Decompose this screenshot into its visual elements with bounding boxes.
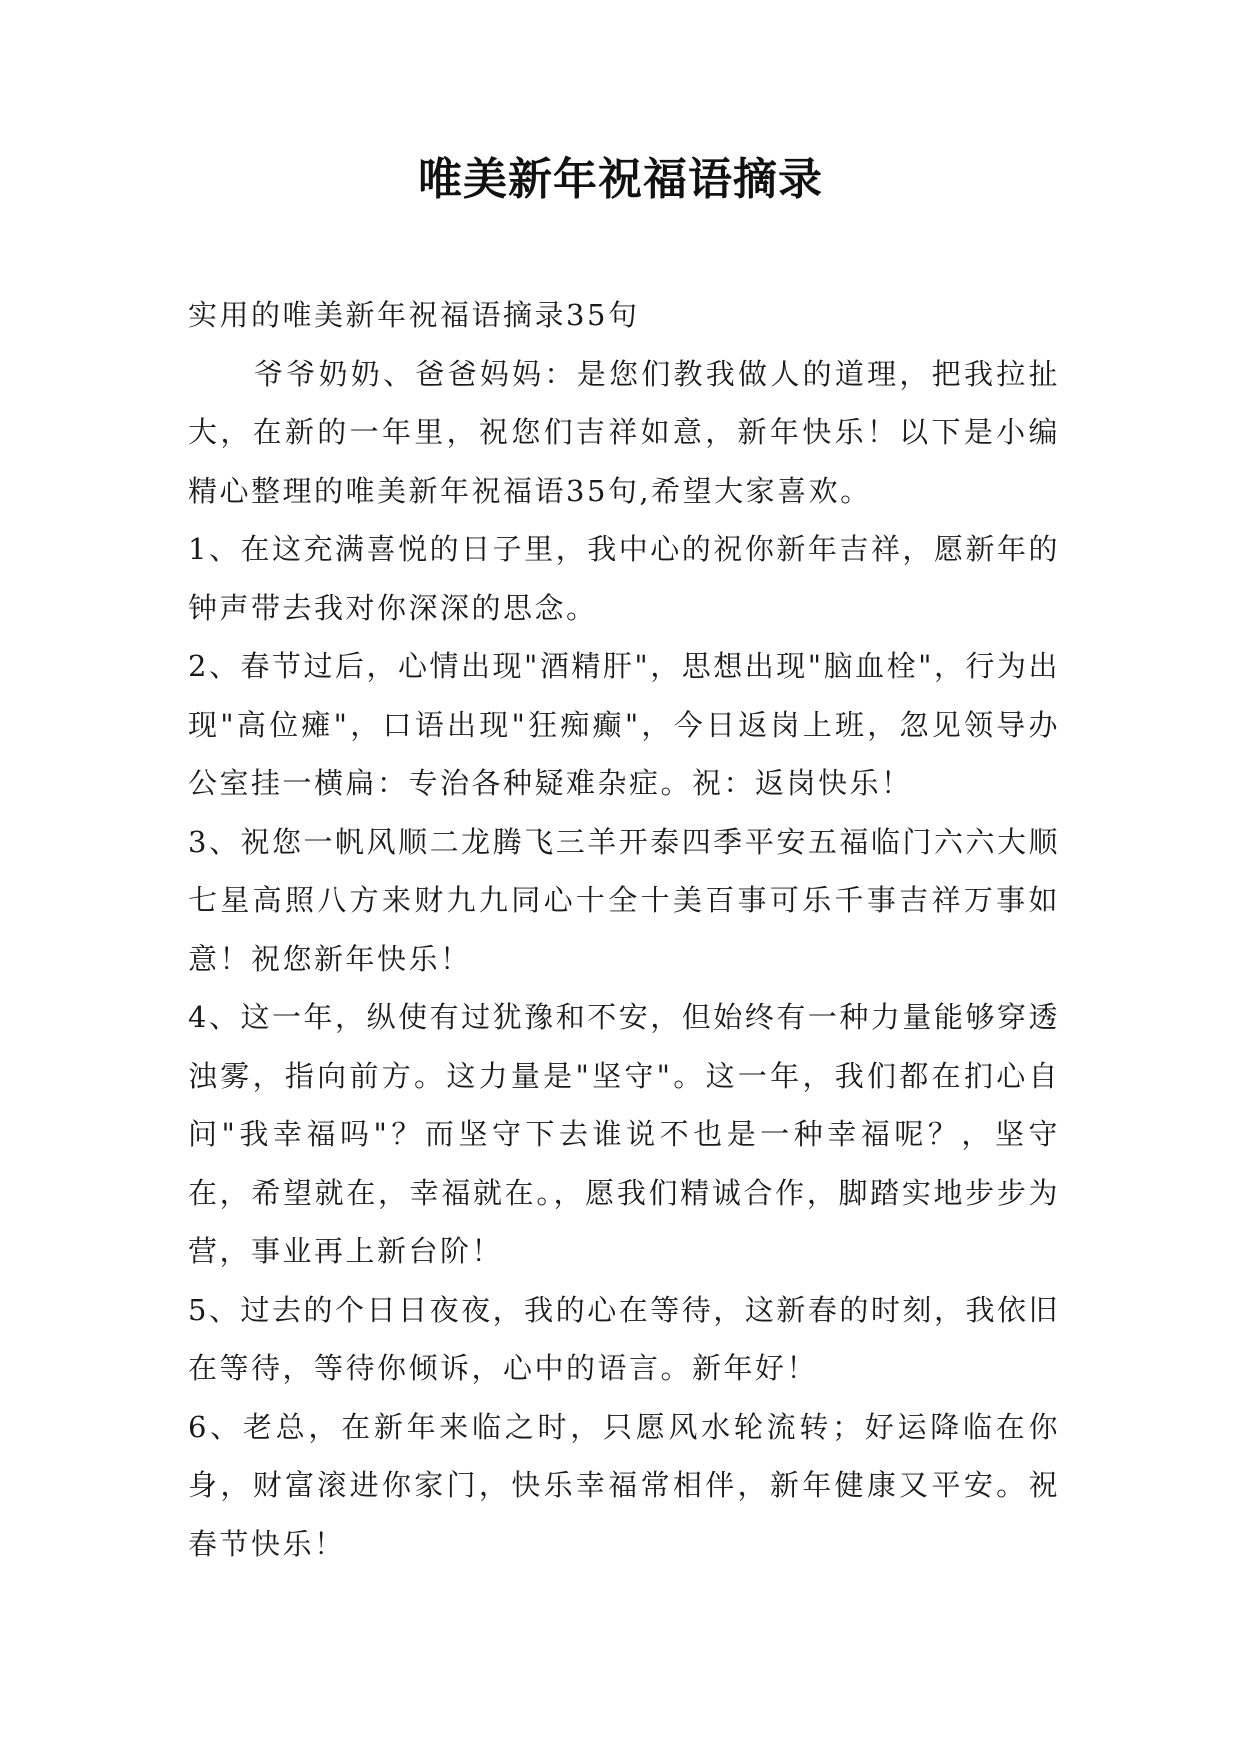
intro-paragraph: 爷爷奶奶、爸爸妈妈：是您们教我做人的道理，把我拉扯大，在新的一年里，祝您们吉祥如意，新年快乐！以下是小编精心整理的唯美新年祝福语35句,希望大家喜欢。 xyxy=(188,356,1060,508)
blessing-item-4: 4、这一年，纵使有过犹豫和不安，但始终有一种力量能够穿透浊雾，指向前方。这力量是"坚守"。这一年，我们都在扪心自问"我幸福吗"？而坚守下去谁说不也是一种幸福呢？，坚守在，希望就在，幸福就在。，愿我们精诚合作，脚踏实地步步为营，事业再上新台阶！ xyxy=(188,1000,1060,1268)
blessing-item-5: 5、过去的个日日夜夜，我的心在等待，这新春的时刻，我依旧在等待，等待你倾诉，心中的语言。新年好！ xyxy=(188,1292,1060,1385)
blessing-item-3: 3、祝您一帆风顺二龙腾飞三羊开泰四季平安五福临门六六大顺七星高照八方来财九九同心十全十美百事可乐千事吉祥万事如意！祝您新年快乐！ xyxy=(188,824,1060,976)
document-title: 唯美新年祝福语摘录 xyxy=(418,154,823,205)
blessing-item-2: 2、春节过后，心情出现"酒精肝"，思想出现"脑血栓"，行为出现"高位瘫"，口语出现"狂痴癫"，今日返岗上班，忽见领导办公室挂一横扁：专治各种疑难杂症。祝：返岗快乐！ xyxy=(188,649,1060,800)
blessing-item-6: 6、老总，在新年来临之时，只愿风水轮流转；好运降临在你身，财富滚进你家门，快乐幸福常相伴，新年健康又平安。祝春节快乐！ xyxy=(188,1409,1060,1561)
subtitle-line: 实用的唯美新年祝福语摘录35句 xyxy=(188,298,640,332)
document-body xyxy=(188,286,1060,1573)
blessing-item-1: 1、在这充满喜悦的日子里，我中心的祝你新年吉祥，愿新年的钟声带去我对你深深的思念。 xyxy=(188,532,1060,625)
